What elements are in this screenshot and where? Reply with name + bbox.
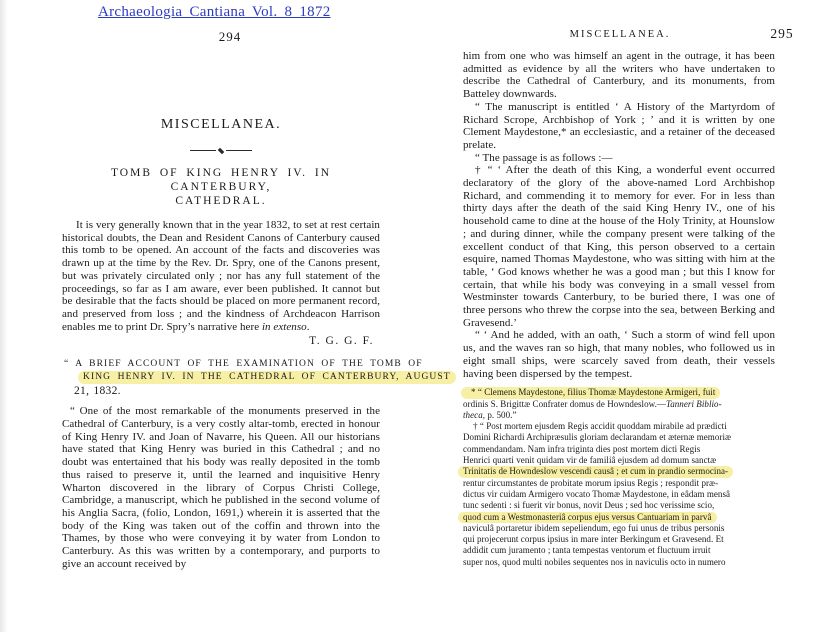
text-segment: KING HENRY IV. IN THE CATHEDRAL OF CANTERBURY, AUGUST	[83, 372, 451, 383]
text-segment: qui projecerunt corpus ipsius in mare inter Berkingum et Gravesend. Et	[463, 534, 724, 545]
text-segment: addidit cum juramento ; tanta tempestas ventorum et fluctuum irruit	[463, 545, 711, 556]
article-title	[62, 166, 380, 208]
text-line	[64, 358, 423, 371]
text-segment: ordinis S. Brigittæ Confrater domus de Howndeslow.—	[463, 398, 666, 409]
oath-paragraph: “ ‘ And he added, with an oath, ‘ Such a storm of wind fell upon us, and the waves ran so high, that many nobles, who followed us in eight small ships, were scarcely saved from death, their vessels having been dispersed by the tempest.	[463, 329, 775, 380]
text-line	[463, 500, 775, 511]
text-segment: in extenso	[261, 320, 307, 333]
text-line	[463, 489, 775, 500]
divider-diamond-icon	[218, 147, 225, 154]
highlighted-text-line	[461, 387, 720, 398]
footnote-post-mortem	[463, 421, 775, 568]
text-line	[463, 410, 775, 421]
footnote-clemens	[463, 387, 775, 421]
article-title-line2: CATHEDRAL.	[175, 195, 267, 207]
volume-title-link[interactable]: Archaeologia Cantiana Vol. 8 1872	[98, 4, 331, 20]
highlighted-text-line	[458, 512, 717, 523]
text-segment: Henrici quarti venit quidam vir de familiâ ejusdem ad domum sanctæ	[463, 455, 717, 466]
monuments-paragraph: “ One of the most remarkable of the monuments preserved in the Cathedral of Canterbury, is a very costly altar-tomb, erected in honour of King Henry IV. and Joan of Navarre, his Queen. All our historians have stated that King Henry was buried in this Cathedral ; and no doubt was entertained that his body was really deposited in the tomb thus raised to preserve it, until the learned and inquisitive Henry Wharton discovered in the library of Corpus Christi College, Cambridge, a manuscript, which he published in the second volume of his Anglia Sacra, (folio, London, 1691,) wherein it is asserted that the body of the King was taken out of the coffin and thrown into the Thames, by those who were conveying it by water from London to Canterbury. As this was written by a contemporary, and purports to give an account received by	[62, 405, 380, 570]
text-line	[463, 399, 775, 410]
text-segment: * “ Clemens Maydestone, filius Thomæ Maydestone Armigeri, fuit	[471, 387, 716, 398]
text-line	[74, 384, 380, 399]
divider-bar	[226, 150, 252, 151]
running-head: MISCELLANEA.	[569, 29, 671, 40]
text-line	[463, 421, 775, 432]
text-segment: commendandam. Nam infra triginta dies post mortem dicti Regis	[463, 443, 701, 454]
section-divider-ornament	[62, 147, 380, 154]
text-line	[463, 432, 775, 443]
passage-paragraph: † “ ‘ After the death of this King, a wonderful event occurred declaratory of the glory of the above-named Lord Archbishop Richard, and commending it to memory for ever. For in less than thirty days after the death of the said King Henry IV., one of his household came to dine at the house of the Holy Trinity, at Hounslow ; and during dinner, while the company present were talking of the excellent conduct of that King, this person observed to a certain esquire, named Thomas Maydestone, who was sitting with him at the table, ‘ God knows whether he was a good man ; but this I know for certain, that while his body was conveying in a small vessel from Westminster towards Canterbury, to be buried there, I was one of three persons who threw the corpse into the sea, between Berking and Gravesend.’	[463, 164, 775, 329]
divider-bar	[190, 150, 216, 151]
account-heading	[62, 358, 451, 399]
intro-paragraph	[62, 219, 380, 333]
highlighted-text-line	[78, 371, 456, 384]
text-segment: “ A BRIEF ACCOUNT OF THE EXAMINATION OF THE TOMB OF	[64, 359, 423, 370]
text-line	[463, 478, 775, 489]
text-segment: It is very generally known that in the year 1832, to set at rest certain historical doubts, the Dean and Resident Canons of Canterbury caused this tomb to be opened. An account of the facts and discoveries was drawn up at the time by the Rev. Dr. Spry, one of the Canons present, but was privately circulated only ; nor has any full statement of the proceedings, so far as I am aware, ever been published. It cannot but be desirable that the facts should be placed on more permanent record, and preserved from loss ; and the kindness of Archdeacon Harrison enables me to print Dr. Spry’s narrative here	[62, 219, 380, 333]
text-segment: .	[306, 320, 310, 333]
continuation-paragraph: him from one who was himself an agent in the outrage, it has been admitted as evidence by all the writers who have undertaken to describe the Cathedral of Canterbury, and its monuments, from Batteley downwards.	[463, 50, 775, 101]
highlighted-text-line	[458, 466, 733, 477]
text-segment: theca,	[463, 409, 486, 420]
text-segment: 21, 1832.	[74, 385, 121, 398]
text-line	[463, 557, 775, 568]
text-segment: super nos, quod multi nobiles sequentes nos in naviculis octo in numero	[463, 556, 726, 567]
manuscript-paragraph: “ The manuscript is entitled ‘ A History of the Martyrdom of Richard Scrope, Archbishop of York ; ’ and it is written by one Clement Maydestone,* an ecclesiastic, and a retainer of the deceased prelate.	[463, 100, 775, 151]
text-segment: quod cum a Westmonasteriâ corpus ejus versus Cantuariam in parvâ	[463, 511, 712, 522]
text-line	[463, 444, 775, 455]
section-heading: MISCELLANEA.	[160, 117, 282, 132]
passage-intro-line: “ The passage is as follows :—	[475, 151, 613, 164]
text-segment: † “ Post mortem ejusdem Regis accidit quoddam mirabile ad prædicti	[473, 421, 727, 432]
right-page-column	[463, 50, 775, 568]
text-line	[463, 455, 775, 466]
text-segment: naviculâ portaretur ibidem sepeliendum, ego fui unus de tribus personis	[463, 522, 725, 533]
text-segment: tunc sedenti : si fuerit vir bonus, novit Deus ; sed hoc verissime scio,	[463, 500, 715, 511]
text-segment: dictus vir cuidam Armigero vocato Thomæ Maydestone, in eâdam mensâ	[463, 488, 731, 499]
text-segment: Trinitatis de Howndeslow vescendi causâ ; et cum in prandio sermocina-	[463, 466, 729, 477]
text-line	[463, 545, 775, 556]
text-segment: rentur circumstantes de probitate morum ipsius Regis ; respondit præ-	[463, 477, 719, 488]
author-initials: T. G. G. F.	[309, 335, 374, 348]
page-number-right: 295	[770, 26, 794, 41]
text-line	[463, 534, 775, 545]
article-title-line1: TOMB OF KING HENRY IV. IN CANTERBURY,	[110, 167, 332, 193]
text-segment: p. 500.”	[485, 409, 517, 420]
left-page-column	[62, 117, 451, 570]
text-segment: Domini Richardi Archipræsulis gloriam declarandam et æternæ memoriæ	[463, 432, 732, 443]
text-line	[463, 523, 775, 534]
page-number-left: 294	[218, 29, 242, 44]
text-segment: Tanneri Biblio-	[665, 398, 722, 409]
